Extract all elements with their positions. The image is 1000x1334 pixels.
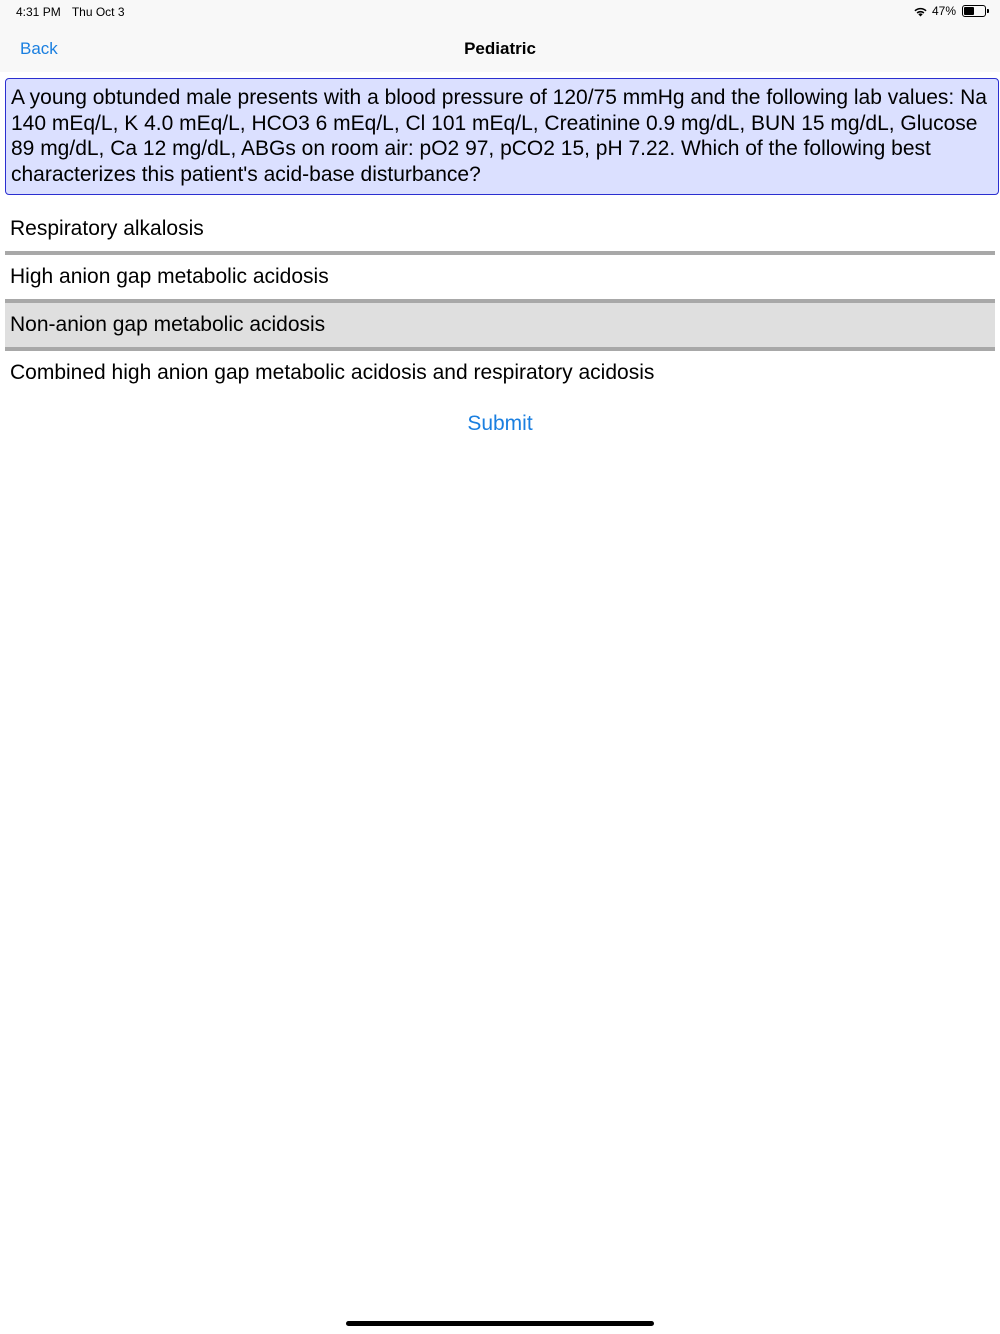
battery-percent: 47% xyxy=(931,4,956,18)
answer-option-2[interactable]: High anion gap metabolic acidosis xyxy=(5,255,995,303)
navigation-bar xyxy=(0,24,1000,72)
home-indicator[interactable] xyxy=(346,1321,654,1326)
status-left xyxy=(16,5,133,19)
status-time: 4:31 PM xyxy=(16,5,61,19)
status-date: Thu Oct 3 xyxy=(71,5,125,19)
submit-button[interactable]: Submit xyxy=(467,412,533,435)
wifi-icon xyxy=(913,6,928,17)
question-text: A young obtunded male presents with a blood pressure of 120/75 mmHg and the following lab values: Na 140 mEq/L, K 4.0 mEq/L, HCO3 6 mEq/L, Cl 101 mEq/L, Creatinine 0.9 mg/dL, BUN 15 mg/dL, Glucose 89 mg/dL, Ca 12 mg/dL, ABGs on room air: pO2 97, pCO2 15, pH 7.22. Which of the following best characterizes this patient's acid-base disturbance? xyxy=(5,78,999,195)
answer-option-4[interactable]: Combined high anion gap metabolic acidosis and respiratory acidosis xyxy=(10,361,655,384)
status-right xyxy=(913,4,986,18)
page-title: Pediatric xyxy=(464,39,536,58)
answer-list xyxy=(5,207,995,395)
battery-icon xyxy=(962,5,986,17)
answer-option-3[interactable]: Non-anion gap metabolic acidosis xyxy=(5,303,995,351)
answer-option-1[interactable]: Respiratory alkalosis xyxy=(5,207,995,255)
status-bar xyxy=(0,0,1000,24)
back-button[interactable]: Back xyxy=(20,39,58,58)
